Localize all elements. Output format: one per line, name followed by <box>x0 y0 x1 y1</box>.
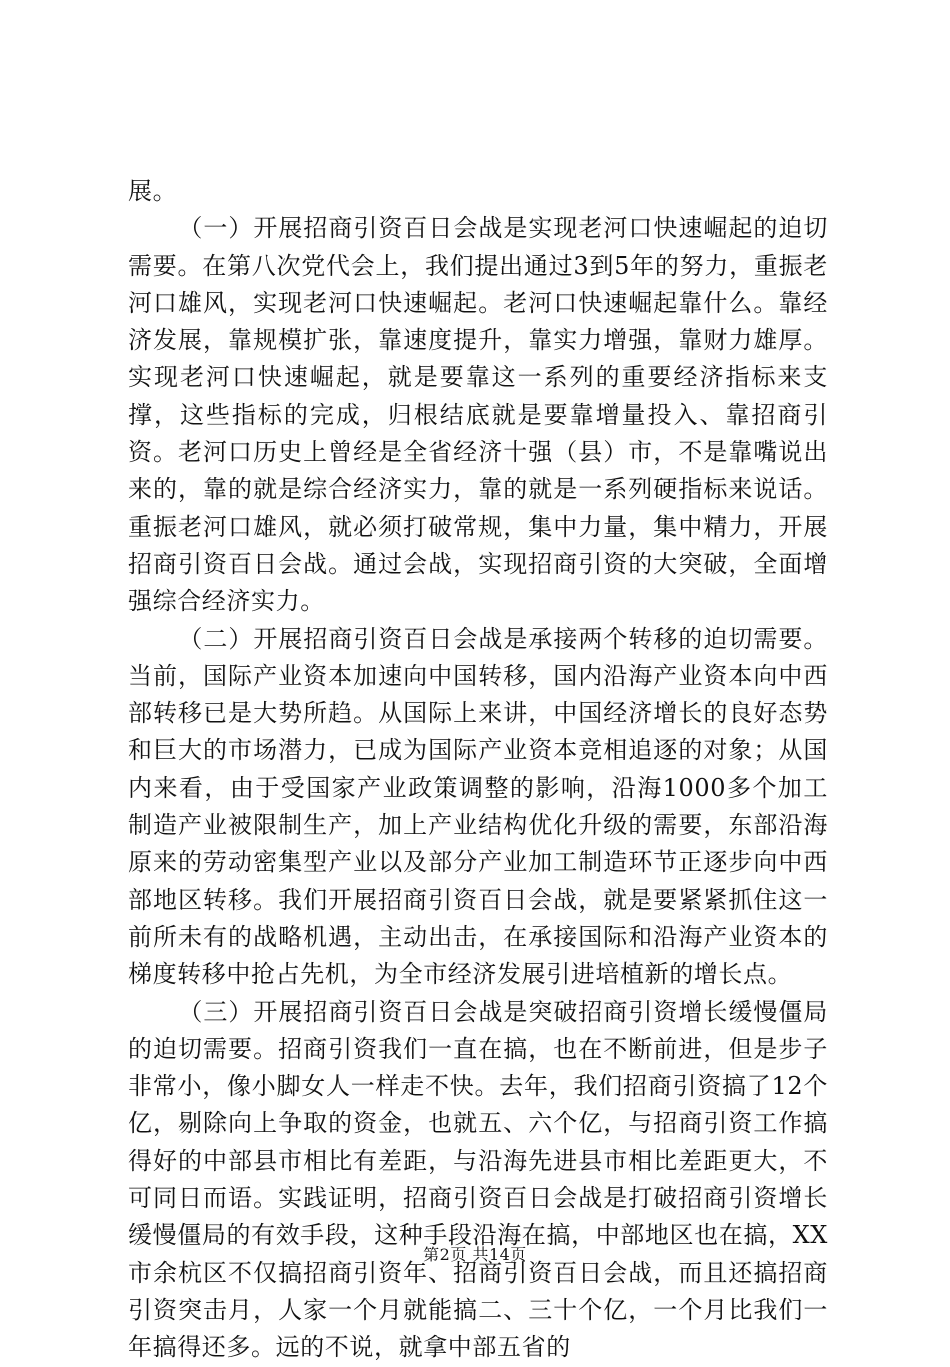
paragraph-section-3: （三）开展招商引资百日会战是突破招商引资增长缓慢僵局的迫切需要。招商引资我们一直在搞，也在不断前进，但是步子非常小，像小脚女人一样走不快。去年，我们招商引资搞了12个亿，剔除向上争取的资金，也就五、六个亿，与招商引资工作搞得好的中部县市相比有差距，与沿海先进县市相比差距更大，不可同日而语。实践证明，招商引资百日会战是打破招商引资增长缓慢僵局的有效手段，这种手段沿海在搞，中部地区也在搞，XX市余杭区不仅搞招商引资年、招商引资百日会战，而且还搞招商引资突击月，人家一个月就能搞二、三十个亿，一个月比我们一年搞得还多。远的不说，就拿中部五省的 <box>128 997 828 1362</box>
paragraph-section-1: （一）开展招商引资百日会战是实现老河口快速崛起的迫切需要。在第八次党代会上，我们提出通过3到5年的努力，重振老河口雄风，实现老河口快速崛起。老河口快速崛起靠什么。靠经济发展，靠规模扩张，靠速度提升，靠实力增强，靠财力雄厚。实现老河口快速崛起，就是要靠这一系列的重要经济指标来支撑，这些指标的完成，归根结底就是要靠增量投入、靠招商引资。老河口历史上曾经是全省经济十强（县）市，不是靠嘴说出来的，靠的就是综合经济实力，靠的就是一系列硬指标来说话。重振老河口雄风，就必须打破常规，集中力量，集中精力，开展招商引资百日会战。通过会战，实现招商引资的大突破，全面增强综合经济实力。 <box>128 214 828 616</box>
page-number-footer: 第2页 共14页 <box>423 1245 527 1264</box>
document-body <box>128 173 828 1367</box>
paragraph-section-2: （二）开展招商引资百日会战是承接两个转移的迫切需要。当前，国际产业资本加速向中国转移，国内沿海产业资本向中西部转移已是大势所趋。从国际上来讲，中国经济增长的良好态势和巨大的市场潜力，已成为国际产业资本竞相追逐的对象；从国内来看，由于受国家产业政策调整的影响，沿海1000多个加工制造产业被限制生产，加上产业结构优化升级的需要，东部沿海原来的劳动密集型产业以及部分产业加工制造环节正逐步向中西部地区转移。我们开展招商引资百日会战，就是要紧紧抓住这一前所未有的战略机遇，主动出击，在承接国际和沿海产业资本的梯度转移中抢占先机，为全市经济发展引进培植新的增长点。 <box>128 624 828 989</box>
paragraph-continuation: 展。 <box>128 177 178 205</box>
